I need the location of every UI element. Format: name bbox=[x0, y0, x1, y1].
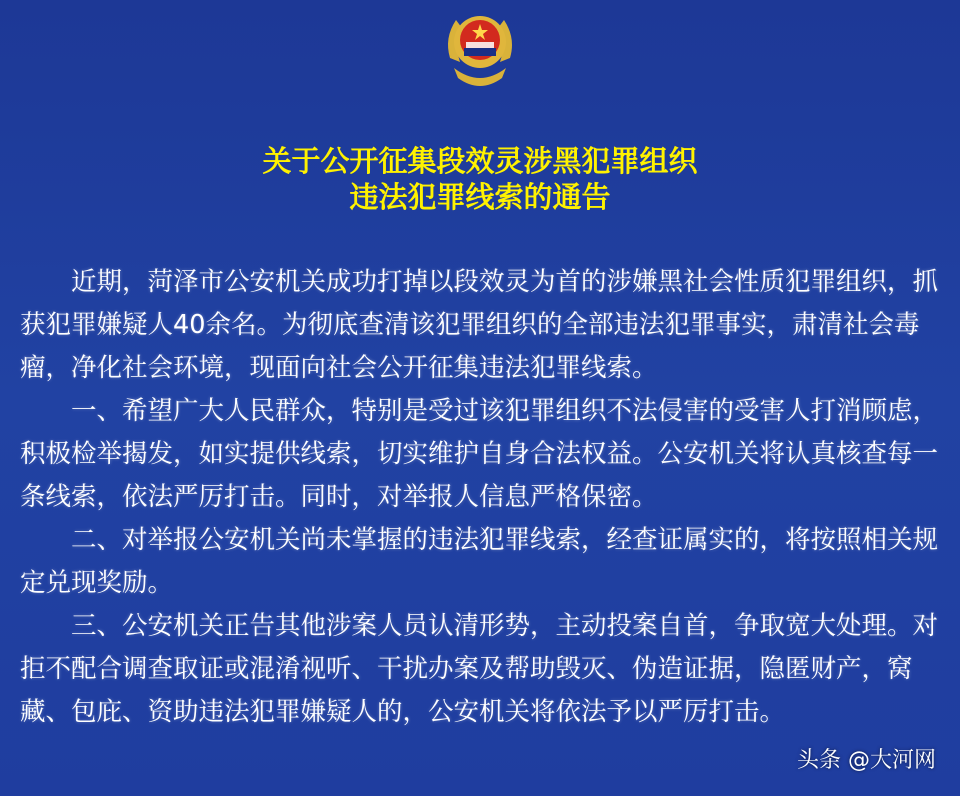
body-line: 定兑现奖励。 bbox=[20, 568, 174, 598]
body-line: 藏、包庇、资助违法犯罪嫌疑人的，公安机关将依法予以严厉打击。 bbox=[20, 697, 786, 727]
title-line: 违法犯罪线索的通告 bbox=[349, 180, 611, 214]
body-line: 获犯罪嫌疑人40余名。为彻底查清该犯罪组织的全部违法犯罪事实，肃清社会毒 bbox=[20, 310, 920, 340]
body-line: 近期，菏泽市公安机关成功打掉以段效灵为首的涉嫌黑社会性质犯罪组织，抓 bbox=[71, 267, 939, 297]
body-line: 积极检举揭发，如实提供线索，切实维护自身合法权益。公安机关将认真核查每一 bbox=[20, 439, 939, 469]
body-line: 拒不配合调查取证或混淆视听、干扰办案及帮助毁灭、伪造证据，隐匿财产，窝 bbox=[20, 654, 913, 684]
notice-body bbox=[20, 261, 942, 734]
police-emblem-icon bbox=[442, 8, 518, 92]
body-line: 瘤，净化社会环境，现面向社会公开征集违法犯罪线索。 bbox=[20, 353, 658, 383]
body-line: 一、希望广大人民群众，特别是受过该犯罪组织不法侵害的受害人打消顾虑， bbox=[71, 396, 939, 426]
notice-title bbox=[0, 143, 960, 215]
body-line: 二、对举报公安机关尚未掌握的违法犯罪线索，经查证属实的，将按照相关规 bbox=[71, 525, 939, 555]
body-line: 条线索，依法严厉打击。同时，对举报人信息严格保密。 bbox=[20, 482, 658, 512]
title-line: 关于公开征集段效灵涉黑犯罪组织 bbox=[262, 144, 698, 178]
body-line: 三、公安机关正告其他涉案人员认清形势，主动投案自首，争取宽大处理。对 bbox=[71, 611, 939, 641]
watermark: 头条 @大河网 bbox=[797, 748, 936, 773]
